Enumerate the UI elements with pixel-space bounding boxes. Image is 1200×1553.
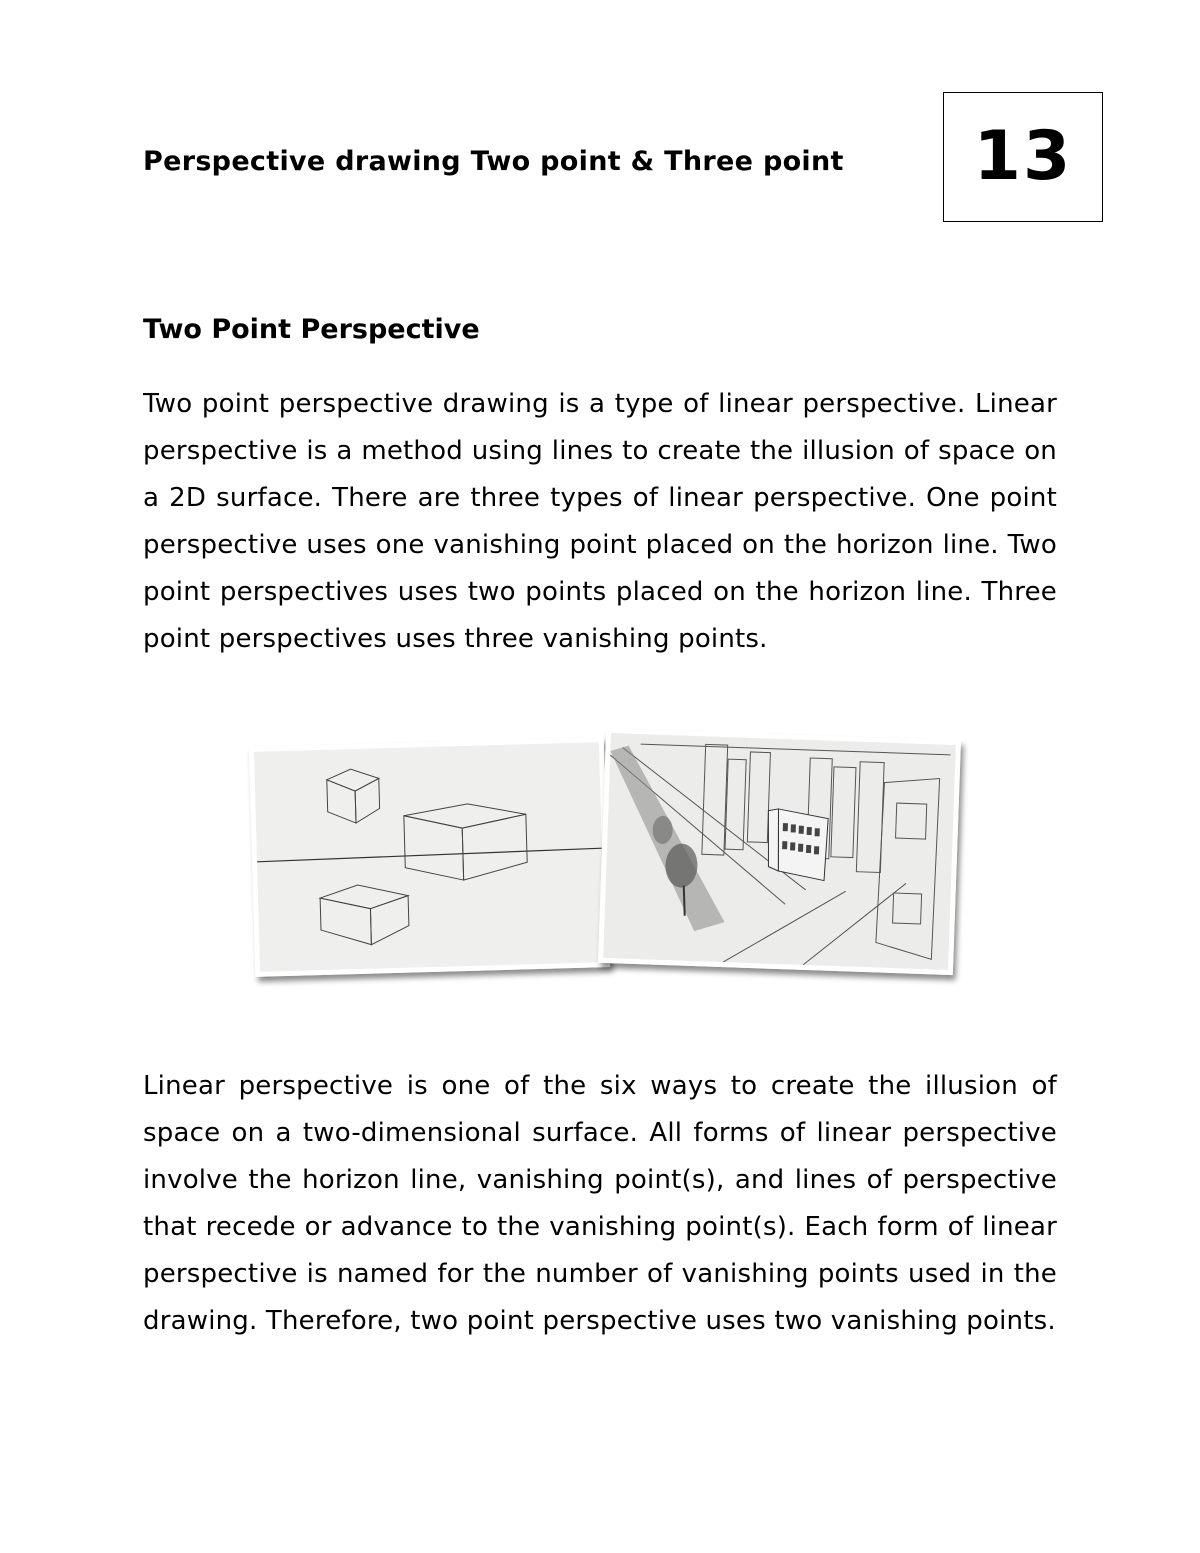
city-sketch-drawing <box>603 733 956 970</box>
intro-paragraph: Two point perspective drawing is a type of linear perspective. Linear perspective is a method using lines to create the illusion of space on a 2D surface. There are three types of linear perspective. One point perspective uses one vanishing point placed on the horizon line. Two point perspectives uses two points placed on the horizon line. Three point perspectives uses three vanishing points. <box>143 389 1057 654</box>
three-point-city-sketch <box>598 728 961 975</box>
two-point-boxes-sketch <box>249 737 610 977</box>
page-number-box <box>943 92 1103 222</box>
linear-perspective-paragraph: Linear perspective is one of the six ways to create the illusion of space on a two-dimensional surface. All forms of linear perspective involve the horizon line, vanishing point(s), and lines of perspective that recede or advance to the vanishing point(s). Each form of linear perspective is named for the number of vanishing points used in the drawing. Therefore, two point perspective uses two vanishing points. <box>143 1071 1057 1336</box>
chapter-title: Perspective drawing Two point & Three point <box>143 146 844 177</box>
page-number: 13 <box>973 117 1073 196</box>
section-heading: Two Point Perspective <box>143 314 480 345</box>
boxes-sketch-drawing <box>254 742 605 972</box>
perspective-figure <box>240 728 960 988</box>
